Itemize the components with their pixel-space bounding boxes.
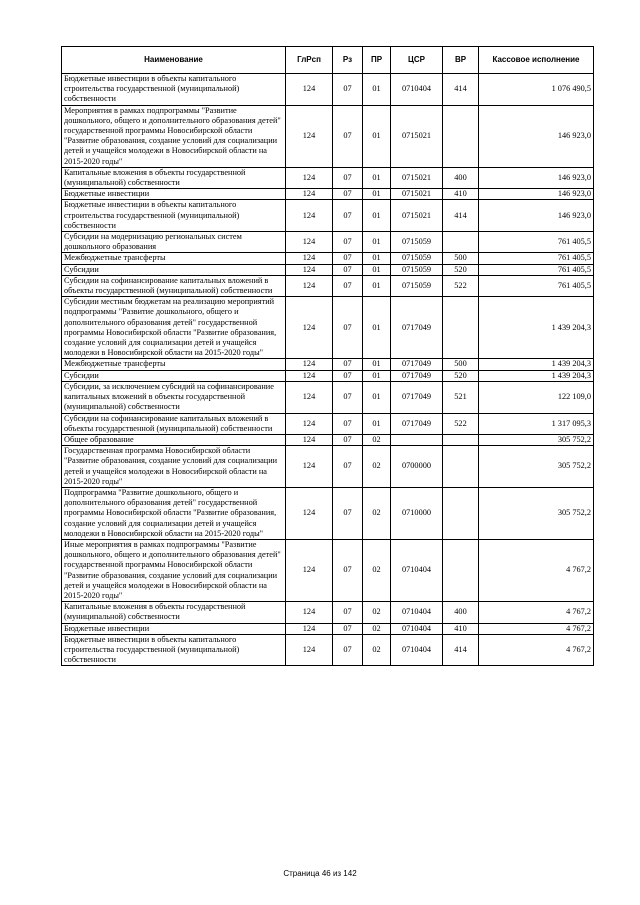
cell-glrsp: 124 bbox=[286, 359, 333, 370]
cell-amount: 4 767,2 bbox=[479, 539, 594, 601]
cell-amount: 1 439 204,3 bbox=[479, 359, 594, 370]
cell-glrsp: 124 bbox=[286, 446, 333, 488]
table-row bbox=[62, 413, 594, 434]
cell-csr: 0710404 bbox=[391, 623, 443, 634]
cell-vr: 522 bbox=[443, 413, 479, 434]
cell-pr: 01 bbox=[363, 232, 391, 253]
cell-csr: 0700000 bbox=[391, 446, 443, 488]
table-row bbox=[62, 634, 594, 666]
cell-pr: 02 bbox=[363, 634, 391, 666]
cell-csr: 0717049 bbox=[391, 297, 443, 359]
cell-pr: 02 bbox=[363, 539, 391, 601]
cell-amount: 146 923,0 bbox=[479, 200, 594, 232]
cell-name: Бюджетные инвестиции bbox=[62, 189, 286, 200]
cell-amount: 1 439 204,3 bbox=[479, 370, 594, 381]
header-pr: ПР bbox=[363, 47, 391, 74]
cell-name: Бюджетные инвестиции bbox=[62, 623, 286, 634]
table-row bbox=[62, 74, 594, 106]
cell-name: Субсидии на модернизацию региональных систем дошкольного образования bbox=[62, 232, 286, 253]
cell-rz: 07 bbox=[333, 264, 363, 275]
cell-vr: 414 bbox=[443, 634, 479, 666]
cell-name: Иные мероприятия в рамках подпрограммы "Развитие дошкольного, общего и дополнительного образования детей" государственной программы Новосибирской области "Развитие образования, создание условий для социализации детей и учащейся молодежи в Новосибирской области на 2015-2020 годы" bbox=[62, 539, 286, 601]
cell-amount: 305 752,2 bbox=[479, 487, 594, 539]
cell-amount: 761 405,5 bbox=[479, 232, 594, 253]
cell-pr: 01 bbox=[363, 264, 391, 275]
cell-rz: 07 bbox=[333, 487, 363, 539]
cell-amount: 4 767,2 bbox=[479, 623, 594, 634]
table-row bbox=[62, 370, 594, 381]
table-header bbox=[62, 47, 594, 74]
cell-pr: 02 bbox=[363, 446, 391, 488]
cell-rz: 07 bbox=[333, 434, 363, 445]
cell-vr: 410 bbox=[443, 189, 479, 200]
table-row bbox=[62, 381, 594, 413]
cell-vr: 500 bbox=[443, 253, 479, 264]
cell-name: Субсидии на софинансирование капитальных вложений в объекты государственной (муниципальной) собственности bbox=[62, 275, 286, 296]
cell-vr: 410 bbox=[443, 623, 479, 634]
cell-rz: 07 bbox=[333, 200, 363, 232]
cell-csr: 0715059 bbox=[391, 264, 443, 275]
cell-glrsp: 124 bbox=[286, 487, 333, 539]
cell-rz: 07 bbox=[333, 74, 363, 106]
cell-rz: 07 bbox=[333, 275, 363, 296]
header-row bbox=[62, 47, 594, 74]
cell-vr: 521 bbox=[443, 381, 479, 413]
cell-amount: 122 109,0 bbox=[479, 381, 594, 413]
cell-csr: 0710404 bbox=[391, 634, 443, 666]
cell-rz: 07 bbox=[333, 623, 363, 634]
cell-rz: 07 bbox=[333, 189, 363, 200]
cell-pr: 01 bbox=[363, 253, 391, 264]
cell-csr: 0715021 bbox=[391, 105, 443, 167]
cell-rz: 07 bbox=[333, 297, 363, 359]
header-rz: Рз bbox=[333, 47, 363, 74]
cell-name: Подпрограмма "Развитие дошкольного, общего и дополнительного образования детей" государственной программы Новосибирской области "Развитие образования, создание условий для социализации детей и учащейся молодежи в Новосибирской области на 2015-2020 годы" bbox=[62, 487, 286, 539]
cell-csr: 0715021 bbox=[391, 189, 443, 200]
cell-name: Субсидии bbox=[62, 264, 286, 275]
cell-glrsp: 124 bbox=[286, 634, 333, 666]
cell-pr: 01 bbox=[363, 297, 391, 359]
cell-name: Субсидии на софинансирование капитальных вложений в объекты государственной (муниципальной) собственности bbox=[62, 413, 286, 434]
cell-glrsp: 124 bbox=[286, 189, 333, 200]
cell-pr: 02 bbox=[363, 487, 391, 539]
cell-glrsp: 124 bbox=[286, 370, 333, 381]
table-row bbox=[62, 539, 594, 601]
table-row bbox=[62, 200, 594, 232]
cell-pr: 01 bbox=[363, 105, 391, 167]
cell-amount: 761 405,5 bbox=[479, 264, 594, 275]
cell-glrsp: 124 bbox=[286, 623, 333, 634]
cell-csr: 0717049 bbox=[391, 359, 443, 370]
cell-vr bbox=[443, 105, 479, 167]
cell-name: Субсидии местным бюджетам на реализацию мероприятий подпрограммы "Развитие дошкольного, общего и дополнительного образования детей" государственной программы Новосибирской области "Развитие образования, создание условий для социализации детей и учащейся молодежи в Новосибирской области на 2015-2020 годы" bbox=[62, 297, 286, 359]
cell-vr bbox=[443, 487, 479, 539]
cell-name: Межбюджетные трансферты bbox=[62, 253, 286, 264]
cell-glrsp: 124 bbox=[286, 232, 333, 253]
cell-vr: 520 bbox=[443, 264, 479, 275]
cell-glrsp: 124 bbox=[286, 275, 333, 296]
cell-csr: 0710000 bbox=[391, 487, 443, 539]
cell-glrsp: 124 bbox=[286, 434, 333, 445]
cell-vr: 520 bbox=[443, 370, 479, 381]
cell-rz: 07 bbox=[333, 105, 363, 167]
cell-glrsp: 124 bbox=[286, 539, 333, 601]
cell-vr: 400 bbox=[443, 167, 479, 188]
cell-name: Бюджетные инвестиции в объекты капитального строительства государственной (муниципальной) собственности bbox=[62, 74, 286, 106]
cell-vr bbox=[443, 232, 479, 253]
cell-csr: 0715059 bbox=[391, 232, 443, 253]
table-row bbox=[62, 434, 594, 445]
cell-amount: 1 317 095,3 bbox=[479, 413, 594, 434]
table-row bbox=[62, 264, 594, 275]
header-glrsp: ГлРсп bbox=[286, 47, 333, 74]
cell-amount: 4 767,2 bbox=[479, 602, 594, 623]
cell-rz: 07 bbox=[333, 370, 363, 381]
cell-rz: 07 bbox=[333, 381, 363, 413]
cell-rz: 07 bbox=[333, 359, 363, 370]
cell-name: Межбюджетные трансферты bbox=[62, 359, 286, 370]
cell-csr: 0715021 bbox=[391, 167, 443, 188]
cell-pr: 01 bbox=[363, 200, 391, 232]
cell-vr: 414 bbox=[443, 200, 479, 232]
cell-rz: 07 bbox=[333, 446, 363, 488]
table-row bbox=[62, 297, 594, 359]
cell-rz: 07 bbox=[333, 602, 363, 623]
cell-pr: 01 bbox=[363, 381, 391, 413]
table-row bbox=[62, 167, 594, 188]
cell-rz: 07 bbox=[333, 539, 363, 601]
cell-glrsp: 124 bbox=[286, 413, 333, 434]
cell-csr: 0710404 bbox=[391, 602, 443, 623]
table-row bbox=[62, 275, 594, 296]
cell-csr bbox=[391, 434, 443, 445]
cell-vr bbox=[443, 434, 479, 445]
table-row bbox=[62, 232, 594, 253]
cell-name: Капитальные вложения в объекты государственной (муниципальной) собственности bbox=[62, 602, 286, 623]
budget-table bbox=[61, 46, 594, 666]
page-number: Страница 46 из 142 bbox=[283, 869, 357, 878]
cell-amount: 4 767,2 bbox=[479, 634, 594, 666]
cell-pr: 02 bbox=[363, 623, 391, 634]
cell-vr bbox=[443, 297, 479, 359]
cell-name: Субсидии bbox=[62, 370, 286, 381]
header-name: Наименование bbox=[62, 47, 286, 74]
cell-csr: 0715059 bbox=[391, 253, 443, 264]
cell-pr: 01 bbox=[363, 359, 391, 370]
cell-glrsp: 124 bbox=[286, 200, 333, 232]
cell-amount: 305 752,2 bbox=[479, 446, 594, 488]
cell-amount: 761 405,5 bbox=[479, 253, 594, 264]
cell-amount: 305 752,2 bbox=[479, 434, 594, 445]
cell-name: Государственная программа Новосибирской области "Развитие образования, создание условий для социализации детей и учащейся молодежи в Новосибирской области на 2015-2020 годы" bbox=[62, 446, 286, 488]
cell-amount: 146 923,0 bbox=[479, 167, 594, 188]
cell-amount: 146 923,0 bbox=[479, 105, 594, 167]
table-row bbox=[62, 189, 594, 200]
cell-name: Бюджетные инвестиции в объекты капитального строительства государственной (муниципальной) собственности bbox=[62, 634, 286, 666]
table-row bbox=[62, 253, 594, 264]
cell-rz: 07 bbox=[333, 167, 363, 188]
cell-amount: 1 439 204,3 bbox=[479, 297, 594, 359]
cell-glrsp: 124 bbox=[286, 74, 333, 106]
cell-rz: 07 bbox=[333, 634, 363, 666]
cell-glrsp: 124 bbox=[286, 602, 333, 623]
table-row bbox=[62, 359, 594, 370]
header-csr: ЦСР bbox=[391, 47, 443, 74]
cell-pr: 01 bbox=[363, 275, 391, 296]
cell-pr: 01 bbox=[363, 413, 391, 434]
cell-rz: 07 bbox=[333, 253, 363, 264]
cell-pr: 02 bbox=[363, 602, 391, 623]
table-row bbox=[62, 446, 594, 488]
cell-rz: 07 bbox=[333, 413, 363, 434]
table-row bbox=[62, 105, 594, 167]
table-body bbox=[62, 74, 594, 666]
cell-glrsp: 124 bbox=[286, 264, 333, 275]
cell-pr: 02 bbox=[363, 434, 391, 445]
cell-pr: 01 bbox=[363, 74, 391, 106]
cell-glrsp: 124 bbox=[286, 105, 333, 167]
cell-csr: 0715021 bbox=[391, 200, 443, 232]
cell-pr: 01 bbox=[363, 189, 391, 200]
cell-name: Субсидии, за исключением субсидий на софинансирование капитальных вложений в объекты государственной (муниципальной) собственности bbox=[62, 381, 286, 413]
cell-amount: 761 405,5 bbox=[479, 275, 594, 296]
header-vr: ВР bbox=[443, 47, 479, 74]
cell-vr: 500 bbox=[443, 359, 479, 370]
cell-glrsp: 124 bbox=[286, 297, 333, 359]
cell-vr: 400 bbox=[443, 602, 479, 623]
cell-csr: 0710404 bbox=[391, 539, 443, 601]
cell-name: Мероприятия в рамках подпрограммы "Развитие дошкольного, общего и дополнительного образования детей" государственной программы Новосибирской области "Развитие образования, создание условий для социализации детей и учащейся молодежи в Новосибирской области на 2015-2020 годы" bbox=[62, 105, 286, 167]
cell-amount: 1 076 490,5 bbox=[479, 74, 594, 106]
cell-csr: 0715059 bbox=[391, 275, 443, 296]
header-amount: Кассовое исполнение bbox=[479, 47, 594, 74]
cell-glrsp: 124 bbox=[286, 381, 333, 413]
cell-amount: 146 923,0 bbox=[479, 189, 594, 200]
cell-csr: 0717049 bbox=[391, 370, 443, 381]
cell-name: Общее образование bbox=[62, 434, 286, 445]
cell-rz: 07 bbox=[333, 232, 363, 253]
cell-name: Капитальные вложения в объекты государственной (муниципальной) собственности bbox=[62, 167, 286, 188]
table-row bbox=[62, 623, 594, 634]
cell-csr: 0717049 bbox=[391, 381, 443, 413]
table-row bbox=[62, 487, 594, 539]
cell-vr bbox=[443, 539, 479, 601]
table-row bbox=[62, 602, 594, 623]
cell-csr: 0710404 bbox=[391, 74, 443, 106]
cell-vr: 414 bbox=[443, 74, 479, 106]
cell-vr bbox=[443, 446, 479, 488]
cell-pr: 01 bbox=[363, 370, 391, 381]
cell-pr: 01 bbox=[363, 167, 391, 188]
cell-name: Бюджетные инвестиции в объекты капитального строительства государственной (муниципальной) собственности bbox=[62, 200, 286, 232]
cell-csr: 0717049 bbox=[391, 413, 443, 434]
cell-vr: 522 bbox=[443, 275, 479, 296]
cell-glrsp: 124 bbox=[286, 167, 333, 188]
cell-glrsp: 124 bbox=[286, 253, 333, 264]
